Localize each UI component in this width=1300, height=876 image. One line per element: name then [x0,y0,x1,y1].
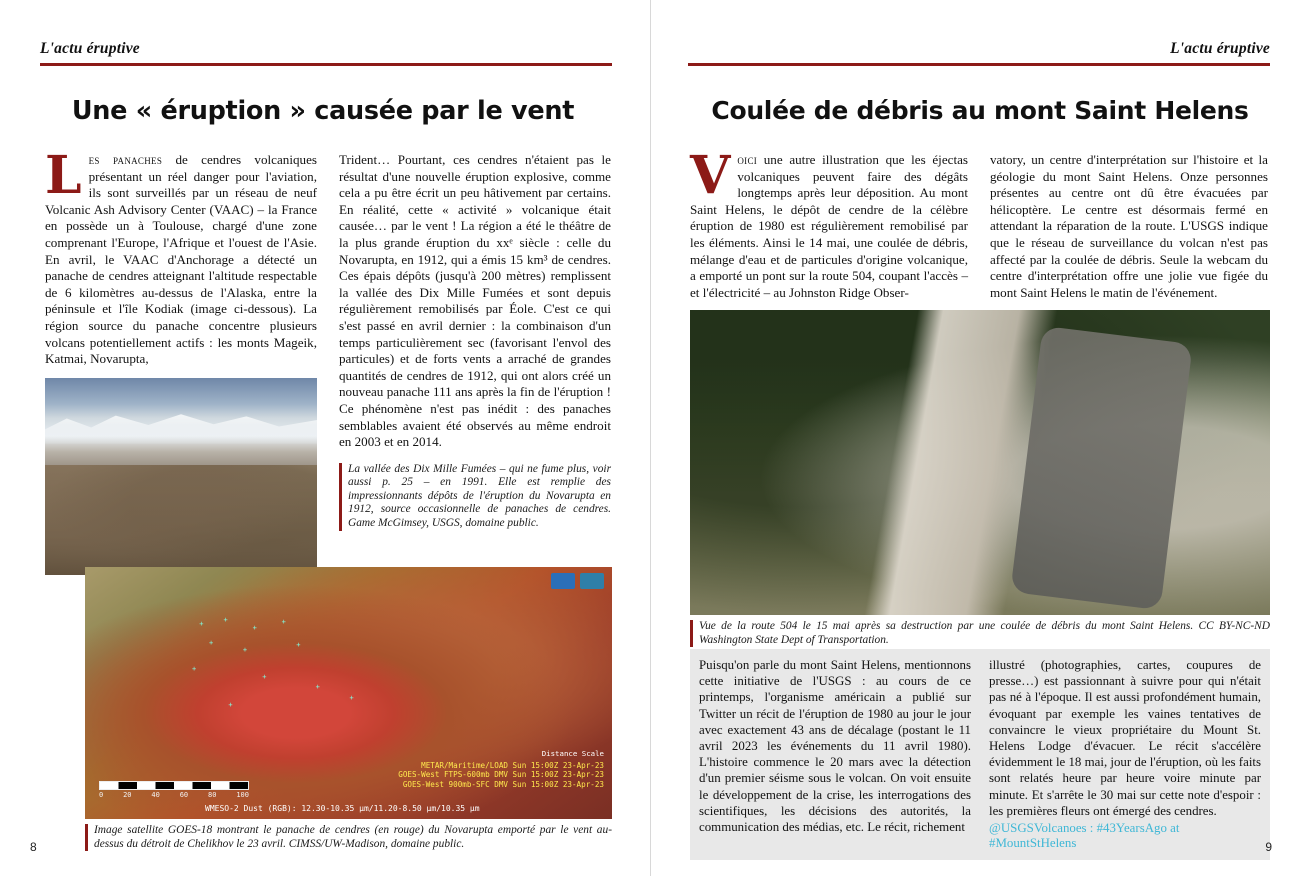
left-column-1 [45,145,317,575]
left-columns [45,145,612,575]
figure-valley [45,378,317,575]
scale-tick: 100 [236,791,249,799]
dropcap-left: L [45,145,82,206]
right-col1-paragraph [690,145,968,301]
satellite-badge-icon [551,573,575,589]
debris-photo-caption: Vue de la route 504 le 15 mai après sa destruction par une coulée de débris du mont Saint Helens. CC BY-NC-ND Washington State Dept of Transportation. [690,620,1270,647]
scale-tick: 20 [123,791,132,799]
folio-right: 9 [1265,840,1272,854]
right-col1-text: une autre illustration que les éjectas volcaniques peuvent faire des dégâts longtemps après leur déposition. Au mont Saint Helens, le dépôt de cendre de la célèbre éruption de 1980 est régulièrement remobilisé par les éléments. Ainsi le 14 mai, une coulée de débris, mélange d'eau et de particules d'origine volcanique, a emporté un pont sur la route 504, coupant l'accès – et l'électricité – au Johnston Ridge Obser- [690,152,968,300]
valley-photo-caption: La vallée des Dix Mille Fumées – qui ne fume plus, voir aussi p. 25 – en 1991. Elle est remplie des impressionnants dépôts de l'éruption du Novarupta en 1912, source occasionnelle de panaches de cendres. Game McGimsey, USGS, domaine public. [339,463,611,531]
satellite-overlay-line-3: GOES-West 900mb-SFC DMV Sun 15:00Z 23-Apr-23 [402,779,604,789]
dropcap-right: V [690,145,731,206]
distance-scale-title: Distance Scale [541,749,604,759]
debris-photo [690,310,1270,615]
left-column-2 [339,152,611,575]
distance-scale-ticks [99,791,249,799]
running-head-label: L'actu éruptive [1170,40,1270,57]
left-col1-text: de cendres volcaniques présentant un réel danger pour l'aviation, ils sont surveillés par un réseau de neuf Volcanic Ash Advisory Center (VAAC) – la France en possède un à Toulouse, chargé d'une zone comprenant l'Europe, l'Afrique et l'ouest de l'Asie. En avril, le VAAC d'Anchorage a détecté un panache de cendres atteignant l'altitude respectable de 6 kilomètres au-dessus de l'Alaska, entre la péninsule et l'île Kodiak (image ci-dessous). La région source du panache concentre plusieurs volcans potentiellement actifs : les monts Mageik, Katmai, Novarupta, [45,152,317,367]
satellite-badge-icon-2 [580,573,604,589]
page-title-right: Coulée de débris au mont Saint Helens [711,96,1249,125]
hashtags-link[interactable]: @USGSVolcanoes : #43YearsAgo at #MountStHelens [989,821,1180,851]
valley-photo [45,378,317,575]
grey-box-columns [699,657,1261,851]
left-col1-paragraph [45,145,317,368]
satellite-logo-badges [551,573,604,589]
right-col2-paragraph: vatory, un centre d'interprétation sur l'histoire et la géologie du mont Saint Helens. Onze personnes présentes au centre ont dû être évacuées par hélicoptère. Le centre est désormais fermé en attendant la réparation de la route. L'USGS indique que le réseau de surveillance du volcan n'est pas affecté par la coulée de débris. Seule la webcam du centre d'interprétation offre une jolie vue figée du mont Saint Helens le matin de l'événement. [990,152,1268,300]
grey-col2-paragraph: illustré (photographies, cartes, coupures de presse…) est passionnant à suivre pour qui n'était pas né à l'époque. Il est aussi profondément humain, évoquant par exemple les vaines tentatives de convaincre le vieux propriétaire du Mount St. Helens Lodge d'évacuer. Le récit s'accélère évidemment le 18 mai, jour de l'éruption, où les faits sont relatés heure par heure voire minute par minute. Et s'arrête le 30 mai sur cette note d'espoir : les premières fleurs ont émergé des cendres. [989,658,1261,818]
right-columns [690,145,1270,301]
running-head-left [40,40,612,70]
scale-tick: 40 [151,791,160,799]
right-column-2 [990,152,1268,301]
right-column-1 [690,145,968,301]
satellite-overlay-line-1: METAR/Maritime/LOAD Sun 15:00Z 23-Apr-23 [421,760,604,770]
satellite-overlay-text [398,749,604,789]
scale-tick: 60 [179,791,189,799]
running-head-label: L'actu éruptive [40,40,140,57]
left-col1-smallcaps: es panaches [88,153,163,167]
satellite-overlay-line-2: GOES-West FTPS-600mb DMV Sun 15:00Z 23-Apr-23 [398,770,604,780]
figure-debris [690,310,1270,647]
scale-tick: 0 [99,791,104,799]
running-head-right [688,40,1270,70]
grey-box-column-2 [989,657,1261,851]
satellite-station-markers: + + + + + + + + + + + + [191,616,354,710]
satellite-photo [85,567,612,819]
right-page [650,0,1300,876]
grey-sidebar-box [690,649,1270,860]
grey-box-column-1 [699,657,971,851]
satellite-photo-caption: Image satellite GOES-18 montrant le panache de cendres (en rouge) du Novarupta emporté par le vent au-dessus du détroit de Chelikhov le 23 avril. CIMSS/UW-Madison, domaine public. [85,824,612,851]
distance-scale-bar [99,781,249,790]
folio-left: 8 [30,840,37,854]
right-col1-smallcaps: oici [737,153,758,167]
scale-tick: 80 [208,791,217,799]
left-col2-paragraph: Trident… Pourtant, ces cendres n'étaient pas le résultat d'une nouvelle éruption explosive, comme cela a pu être écrit un peu hâtivement par certains. En réalité, cette « activité » volcanique était causée… par le vent ! La région a été le théâtre de la plus grande éruption du xxᵉ siècle : celle du Novarupta, en 1912, qui a émis 15 km³ de cendres. Ces épais dépôts (jusqu'à 200 mètres) remplissent la vallée des Dix Mille Fumées et sont depuis régulièrement remobilisés par Éole. C'est ce qui s'est passé en avril dernier : la combinaison d'un temps particulièrement sec (favorisant l'envol des particules) et de forts vents a arraché de grandes quantités de cendres de 1912, qui ont alors créé un nouveau panache 111 ans après la fin de l'éruption ! Ce phénomène n'est pas inédit : des panaches semblables avaient été observés au même endroit en 2003 et en 2014. [339,152,611,450]
figure-satellite [85,567,612,851]
running-head-rule [40,63,612,66]
distance-scale [99,781,249,799]
grey-col1-paragraph: Puisqu'on parle du mont Saint Helens, mentionnons cette initiative de l'USGS : au cours de ce printemps, l'organisme américain a publié sur Twitter un récit de l'éruption de 1980 au jour le jour avec exactement 43 ans de décalage (postant le 11 avril 2023 les événements du 11 avril 1980). L'histoire commence le 20 mars avec la détection d'un premier séisme sous le volcan. On voit ensuite le développement de la crise, les interrogations des scientifiques, les décisions des autorités, la communication des médias, etc. Le récit, richement [699,658,971,835]
running-head-rule [688,63,1270,66]
satellite-product-label: WMESO-2 Dust (RGB): 12.30-10.35 µm/11.20-8.50 µm/10.35 µm [205,804,480,813]
page-title-left: Une « éruption » causée par le vent [71,96,575,126]
